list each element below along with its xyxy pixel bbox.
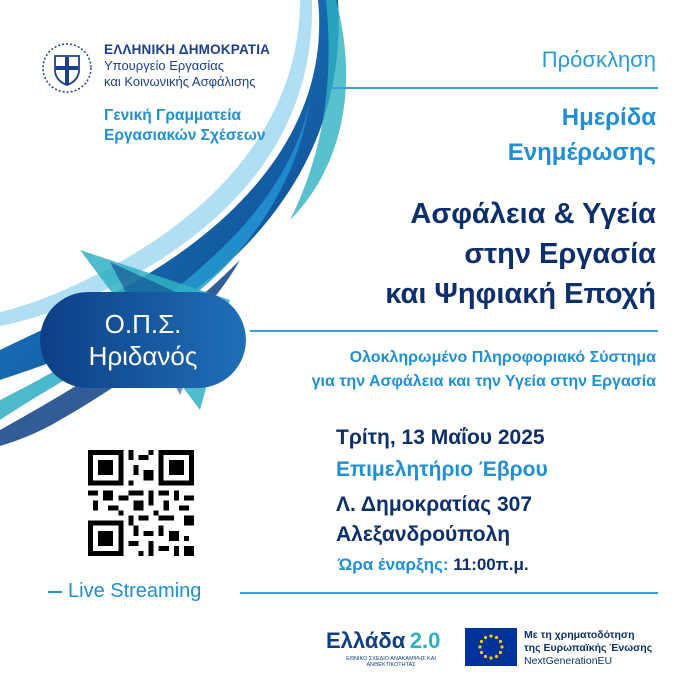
invitation-label: Πρόσκληση bbox=[541, 47, 656, 72]
ops-line2: Ηριδανός bbox=[88, 341, 198, 371]
address-line1: Λ. Δημοκρατίας 307 bbox=[336, 493, 533, 516]
theme-line1: Ασφάλεια & Υγεία bbox=[410, 198, 656, 230]
eu-flag-icon bbox=[465, 628, 517, 666]
greece20-subtitle: ΕΘΝΙΚΟ ΣΧΕΔΙΟ ΑΝΑΚΑΜΨΗΣ ΚΑΙ ΑΝΘΕΚΤΙΚΟΤΗΤΑΣ bbox=[346, 656, 436, 668]
secretariat-line2: Εργασιακών Σχέσεων bbox=[104, 127, 266, 144]
event-date: Τρίτη, 13 Μαΐου 2025 bbox=[336, 426, 545, 449]
address-line2: Αλεξανδρούπολη bbox=[336, 523, 511, 546]
eu-line3: NextGenerationEU bbox=[524, 655, 613, 667]
greece20-number: 2.0 bbox=[409, 628, 441, 653]
system-line1: Ολοκληρωμένο Πληροφοριακό Σύστημα bbox=[349, 349, 656, 366]
system-line2: για την Ασφάλεια και την Υγεία στην Εργασία bbox=[311, 373, 656, 390]
ops-label bbox=[40, 308, 246, 372]
ministry-name-line1: Υπουργείο Εργασίας bbox=[104, 58, 224, 73]
system-description bbox=[312, 346, 656, 394]
greece-2-0-logo bbox=[326, 628, 456, 668]
theme-line2: στην Εργασία bbox=[464, 238, 656, 270]
event-theme bbox=[385, 194, 656, 314]
start-time bbox=[338, 555, 529, 575]
greece20-word: Ελλάδα bbox=[326, 628, 406, 653]
eu-line2: της Ευρωπαϊκής Ένωσης bbox=[524, 642, 653, 654]
divider-middle bbox=[250, 330, 658, 332]
eu-line1: Με τη χρηματοδότηση bbox=[524, 629, 635, 641]
event-type-line2: Ενημέρωσης bbox=[507, 139, 656, 166]
secretariat-line1: Γενική Γραμματεία bbox=[104, 107, 242, 124]
event-address bbox=[336, 490, 532, 550]
live-streaming-dash bbox=[48, 591, 62, 593]
ministry-name-line2: και Κοινωνικής Ασφάλισης bbox=[104, 74, 256, 89]
secretariat-block bbox=[104, 106, 266, 146]
divider-top bbox=[330, 87, 658, 89]
live-streaming-label: Live Streaming bbox=[68, 580, 202, 602]
ministry-country: ΕΛΛΗΝΙΚΗ ΔΗΜΟΚΡΑΤΙΑ bbox=[104, 42, 271, 57]
qr-code-icon[interactable] bbox=[88, 450, 194, 556]
greek-coat-of-arms-icon bbox=[41, 42, 93, 94]
ops-line1: Ο.Π.Σ. bbox=[104, 309, 182, 339]
start-time-value: 11:00π.μ. bbox=[453, 555, 529, 574]
event-venue: Επιμελητήριο Έβρου bbox=[336, 458, 548, 481]
theme-line3: και Ψηφιακή Εποχή bbox=[385, 278, 656, 310]
event-type-line1: Ημερίδα bbox=[561, 104, 656, 131]
start-time-label: Ώρα έναρξης: bbox=[338, 555, 449, 574]
event-type bbox=[508, 100, 656, 170]
divider-bottom bbox=[240, 592, 658, 594]
eu-funding-text bbox=[524, 629, 652, 668]
ministry-block bbox=[104, 42, 270, 90]
live-streaming bbox=[48, 580, 201, 603]
